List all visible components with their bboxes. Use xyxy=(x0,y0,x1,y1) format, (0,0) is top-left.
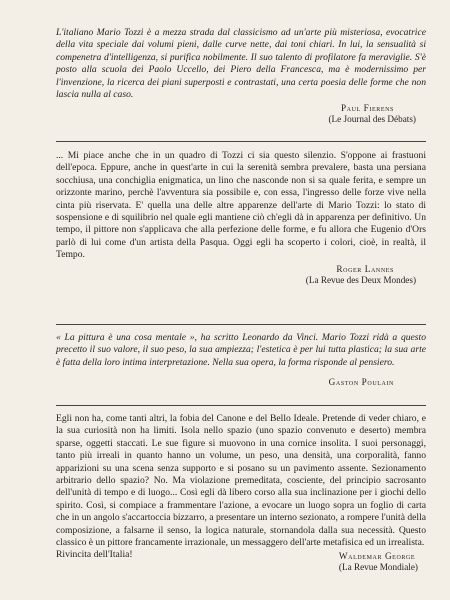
divider xyxy=(56,405,426,406)
author-name: Gaston Poulain xyxy=(328,377,394,388)
author-name: Paul Fierens xyxy=(340,103,394,114)
quote-paragraph: L'italiano Mario Tozzi è a mezza strada dal classicismo ad un'arte più misteriosa, evocatrice della vita speciale dai volumi pieni, dalle curve nette, dai toni chiari. In lui, la sensualità si compenetra d'intelligenza, si purifica nobilmente. Il suo talento di profilatore fa meraviglie. S'è posto alla scuola dei Paolo Uccello, dei Piero della Francesca, ma è modernissimo per l'invenzione, la ricerca dei piani superposti e contrastati, una certa poesia delle forme che non lascia nulla al caso. xyxy=(56,27,426,101)
divider xyxy=(56,324,426,325)
quote-lannes xyxy=(56,150,426,286)
quote-poulain xyxy=(56,332,426,388)
quote-fierens xyxy=(56,27,426,125)
author-name: Waldemar George xyxy=(338,551,416,562)
attribution xyxy=(339,551,426,573)
attribution xyxy=(56,264,426,286)
divider xyxy=(56,141,426,142)
source-name: (Le Journal des Débats) xyxy=(328,114,416,125)
closing-line: Rivincita dell'Italia! xyxy=(56,549,133,561)
source-name: (La Revue Mondiale) xyxy=(338,562,418,573)
quote-paragraph: Egli non ha, come tanti altri, la fobia del Canone e del Bello Ideale. Pretende di veder chiaro, e la sua curiosità non ha limiti. Isola nello spazio (uno spazio convenuto e deserto) membra sparse, oggetti staccati. Le sue figure si muovono in una cornice insolita. I suoi personaggi, tanto più irreali in quanto hanno un volume, un peso, una densità, una corporalità, fanno apparizioni su una scena senza supporto e si posano su un pavimento assente. Sezionamento arbitrario dello spazio? No. Ma violazione premeditata, cosciente, del principio sacrosanto dell'unità di tempo e di luogo... Così egli dà libero corso alla sua inclinazione per i giochi dello spirito. Così, si compiace a frammentare l'azione, a evocare un luogo sopra un foglio di carta che in un angolo s'accartoccia bizzarro, a presentare un interno sezionato, a rompere l'unità della composizione, a falsarne il senso, la logica naturale, stornandola dalla sua necessità. Questo classico è un pittore francamente irrazionale, un messaggero dell'arte metafisica ed un irrealista. xyxy=(56,413,426,549)
author-name: Roger Lannes xyxy=(336,263,394,274)
source-name: (La Revue des Deux Mondes) xyxy=(305,274,416,285)
attribution xyxy=(56,103,426,125)
quote-george xyxy=(56,413,426,573)
closing-row xyxy=(56,549,426,573)
quote-paragraph: ... Mi piace anche che in un quadro di Tozzi ci sia questo silenzio. S'oppone ai frastuoni dell'epoca. Eppure, anche in quest'arte in cui la serenità sembra prevalere, basta una persiana socchiusa, una conchiglia enigmatica, un lino che nasconde non si sa quale ferita, e sempre un orizzonte marino, perchè l'avventura sia possibile e, con essa, l'ingresso delle forze vive nella cinta più riservata. E' quella una delle altre apparenze dell'arte di Mario Tozzi: lo stato di sospensione e di squilibrio nel quale egli mantiene ciò ch'egli dà in apparenza per definitivo. Un tempo, il pittore non s'applicava che alla perfezione delle forme, e fu allora che Eugenio d'Ors parlò di lui come d'un artista della Pasqua. Oggi egli ha scoperto i colori, cioè, in realtà, il Tempo. xyxy=(56,150,426,261)
attribution xyxy=(56,377,426,388)
quote-paragraph: « La pittura è una cosa mentale », ha scritto Leonardo da Vinci. Mario Tozzi ridà a questo precetto il suo valore, il suo peso, la sua ampiezza; l'estetica è per lui tutta plastica; la sua arte è fatta della loro intima interpretazione. Nella sua opera, la forma risponde al pensiero. xyxy=(56,332,426,368)
